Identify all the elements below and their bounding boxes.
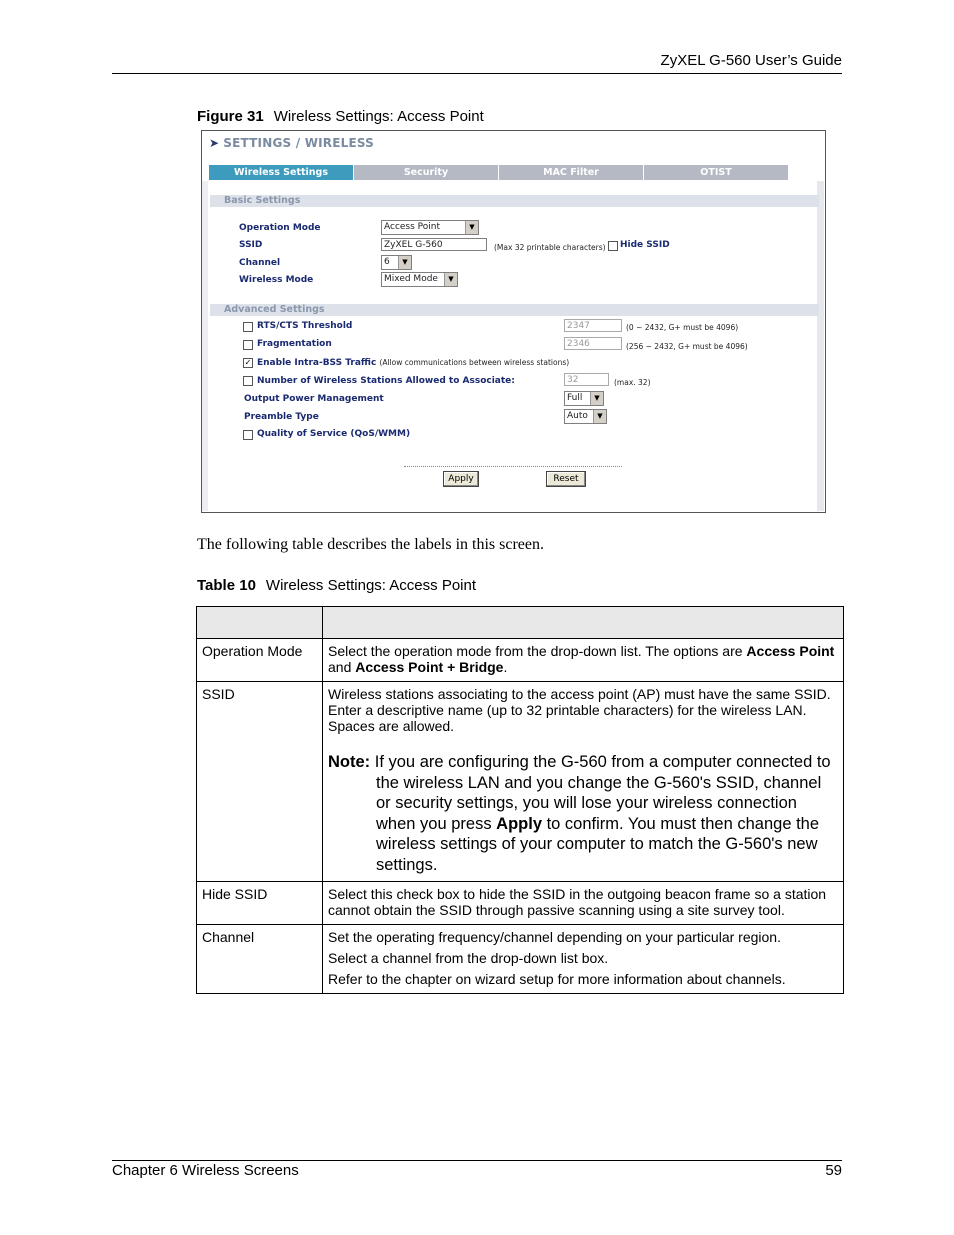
operation-mode-select[interactable]: Access Point ▼ <box>381 220 479 235</box>
header-cell <box>323 607 844 639</box>
wireless-settings-screenshot <box>201 130 826 513</box>
rts-checkbox[interactable] <box>243 322 253 332</box>
figure-label: Figure 31 <box>197 108 264 125</box>
tab-bar <box>209 165 789 180</box>
intra-bss-checkbox[interactable]: ✓ <box>244 358 252 367</box>
qos-label: Quality of Service (QoS/WMM) <box>257 429 411 439</box>
hide-ssid-label: Hide SSID <box>620 240 670 250</box>
fragmentation-input[interactable]: 2346 <box>564 337 622 350</box>
num-stations-input[interactable]: 32 <box>564 373 609 386</box>
row-description: Select the operation mode from the drop-down list. The options are Access Point and Access Point + Bridge. <box>323 639 844 682</box>
tab-security[interactable]: Security <box>354 165 498 180</box>
footer-rule <box>112 1160 842 1161</box>
row-label: Channel <box>197 925 323 994</box>
divider <box>404 466 622 467</box>
tab-wireless-settings[interactable]: Wireless Settings <box>209 165 353 180</box>
tab-mac-filter[interactable]: MAC Filter <box>499 165 643 180</box>
channel-line-1: Set the operating frequency/channel depending on your particular region. <box>328 929 781 945</box>
screen-title: ➤ SETTINGS / WIRELESS <box>209 136 375 150</box>
chevron-down-icon: ▼ <box>465 221 478 234</box>
hide-ssid-checkbox[interactable] <box>608 241 618 251</box>
tab-otist[interactable]: OTIST <box>644 165 788 180</box>
row-description: Select this check box to hide the SSID in the outgoing beacon frame so a station cannot obtain the SSID through passive scanning using a site survey tool. <box>323 882 844 925</box>
header-rule <box>112 73 842 74</box>
ssid-hint: (Max 32 printable characters) <box>494 243 606 252</box>
figure-title: Wireless Settings: Access Point <box>273 108 484 125</box>
qos-checkbox[interactable] <box>243 430 253 440</box>
fragmentation-checkbox[interactable] <box>243 340 253 350</box>
row-label: Hide SSID <box>197 882 323 925</box>
reset-button[interactable]: Reset <box>546 471 586 487</box>
output-power-select[interactable]: Full ▼ <box>564 391 604 406</box>
rts-hint: (0 ~ 2432, G+ must be 4096) <box>626 323 739 332</box>
num-stations-label: Number of Wireless Stations Allowed to Associate: <box>257 376 515 386</box>
advanced-settings-header: Advanced Settings <box>210 304 819 316</box>
left-side-bar <box>202 181 208 511</box>
row-description <box>323 925 844 994</box>
preamble-label: Preamble Type <box>244 412 319 422</box>
fragmentation-label: Fragmentation <box>257 339 332 349</box>
table-row <box>197 925 844 994</box>
table-caption <box>197 577 476 594</box>
channel-line-3: Refer to the chapter on wizard setup for more information about channels. <box>328 971 786 987</box>
rts-label: RTS/CTS Threshold <box>257 321 353 331</box>
guide-title: ZyXEL G-560 User’s Guide <box>660 52 842 69</box>
output-power-label: Output Power Management <box>244 394 384 404</box>
ssid-input[interactable]: ZyXEL G-560 <box>381 238 487 251</box>
table-row <box>197 682 844 882</box>
channel-select[interactable]: 6 ▼ <box>381 255 412 270</box>
table-row <box>197 882 844 925</box>
row-label: SSID <box>197 682 323 882</box>
arrow-icon: ➤ <box>209 136 220 150</box>
num-stations-hint: (max. 32) <box>614 378 651 387</box>
page-number: 59 <box>825 1162 842 1179</box>
rts-input[interactable]: 2347 <box>564 319 622 332</box>
chevron-down-icon: ▼ <box>398 256 411 269</box>
channel-line-2: Select a channel from the drop-down list box. <box>328 950 609 966</box>
apply-button[interactable]: Apply <box>443 471 479 487</box>
intra-bss-hint: (Allow communications between wireless stations) <box>379 358 570 367</box>
header-cell <box>197 607 323 639</box>
ssid-note: Note: If you are configuring the G-560 from a computer connected to the wireless LAN and you change the G-560's SSID, channel or security settings, you will lose your wireless connection when you press Apply to confirm. You must then change the wireless settings of your computer to match the G-560's new settings. <box>328 753 831 874</box>
wireless-mode-select[interactable]: Mixed Mode ▼ <box>381 272 458 287</box>
wireless-mode-label: Wireless Mode <box>239 275 314 285</box>
table-label: Table 10 <box>197 577 256 594</box>
channel-label: Channel <box>239 258 281 268</box>
chevron-down-icon: ▼ <box>590 392 603 405</box>
operation-mode-label: Operation Mode <box>239 223 321 233</box>
figure-caption <box>197 108 484 125</box>
right-scroll-bar[interactable] <box>817 181 824 511</box>
ssid-description: Wireless stations associating to the access point (AP) must have the same SSID. Enter a descriptive name (up to 32 printable characters) for the wireless LAN. Spaces are allowed. <box>328 686 831 734</box>
preamble-select[interactable]: Auto ▼ <box>564 409 607 424</box>
chevron-down-icon: ▼ <box>444 273 457 286</box>
footer-chapter: Chapter 6 Wireless Screens <box>112 1162 299 1179</box>
table-header-row <box>197 607 844 639</box>
ssid-label: SSID <box>239 240 263 250</box>
description-table <box>196 606 844 994</box>
num-stations-checkbox[interactable] <box>243 376 253 386</box>
row-description <box>323 682 844 882</box>
table-row <box>197 639 844 682</box>
intro-text: The following table describes the labels in this screen. <box>197 536 545 553</box>
intra-bss-label: Enable Intra-BSS Traffic (Allow communications between wireless stations) <box>257 358 570 368</box>
table-title: Wireless Settings: Access Point <box>265 577 477 594</box>
chevron-down-icon: ▼ <box>593 410 606 423</box>
row-label: Operation Mode <box>197 639 323 682</box>
fragmentation-hint: (256 ~ 2432, G+ must be 4096) <box>626 342 748 351</box>
basic-settings-header: Basic Settings <box>210 195 819 207</box>
